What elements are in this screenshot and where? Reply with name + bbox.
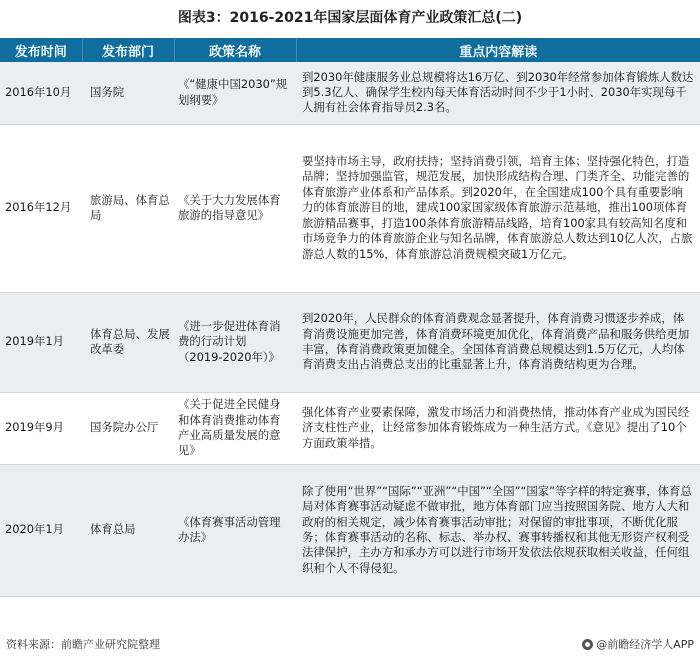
cell-time: 2019年1月 xyxy=(0,292,82,392)
cell-content: 要坚持市场主导，政府扶持；坚持消费引领，培育主体；坚持强化特色，打造品牌；坚持加强监管，规范发展，加快形成结构合理、门类齐全、功能完善的体育旅游产业体系和产品体系。到2020年，在全国建成100个具有重要影响力的体育旅游目的地，建成100家国家级体育旅游示范基地，推出100项体育旅游精品赛事，打造100条体育旅游精品线路，培育100家具有较高知名度和市场竞争力的体育旅游企业与知名品牌，体育旅游总人数达到10亿人次，占旅游总人数的15%，体育旅游总消费规模突破1万亿元。 xyxy=(296,124,700,292)
cell-content: 到2030年健康服务业总规模将达16万亿、到2030年经常参加体育锻炼人数达到5.3亿人、确保学生校内每天体育活动时间不少于1小时、2030年实现每千人拥有社会体育指导员2.3名。 xyxy=(296,62,700,124)
table-row xyxy=(0,392,700,464)
table-row xyxy=(0,62,700,124)
brand-logo-icon xyxy=(582,639,593,650)
cell-policy-name: 《关于促进全民健身和体育消费推动体育产业高质量发展的意见》 xyxy=(174,392,296,464)
cell-policy-name: 《进一步促进体育消费的行动计划（2019-2020年）》 xyxy=(174,292,296,392)
cell-policy-name: 《关于大力发展体育旅游的指导意见》 xyxy=(174,124,296,292)
cell-dept: 体育总局、发展改革委 xyxy=(82,292,174,392)
cell-policy-name: 《“健康中国2030”规划纲要》 xyxy=(174,62,296,124)
cell-dept: 旅游局、体育总局 xyxy=(82,124,174,292)
cell-policy-name: 《体育赛事活动管理办法》 xyxy=(174,464,296,596)
header-time: 发布时间 xyxy=(0,38,82,62)
header-content: 重点内容解读 xyxy=(296,38,700,62)
cell-time: 2019年9月 xyxy=(0,392,82,464)
cell-dept: 国务院办公厅 xyxy=(82,392,174,464)
brand-credit xyxy=(582,636,694,652)
table-header-row xyxy=(0,38,700,62)
cell-time: 2016年10月 xyxy=(0,62,82,124)
cell-dept: 体育总局 xyxy=(82,464,174,596)
footer xyxy=(0,628,700,658)
source-note: 资料来源：前瞻产业研究院整理 xyxy=(6,638,160,651)
cell-time: 2016年12月 xyxy=(0,124,82,292)
cell-dept: 国务院 xyxy=(82,62,174,124)
table-row xyxy=(0,292,700,392)
cell-time: 2020年1月 xyxy=(0,464,82,596)
policy-table xyxy=(0,38,700,597)
cell-content: 强化体育产业要素保障，激发市场活力和消费热情，推动体育产业成为国民经济支柱性产业，让经常参加体育锻炼成为一种生活方式。《意见》提出了10个方面政策举措。 xyxy=(296,392,700,464)
table-row xyxy=(0,124,700,292)
cell-content: 除了使用“世界”“国际”“亚洲”“中国”“全国”“国家”等字样的特定赛事，体育总局对体育赛事活动疑虑不做审批，地方体育部门应当按照国务院、地方人大和政府的相关规定，减少体育赛事活动审批；对保留的审批事项，不断优化服务；体育赛事活动的名称、标志、举办权、赛事转播权和其他无形资产权利受法律保护，主办方和承办方可以进行市场开发依法依规获取相关收益，任何组织和个人不得侵犯。 xyxy=(296,464,700,596)
table-row xyxy=(0,464,700,596)
table-title: 图表3：2016-2021年国家层面体育产业政策汇总(二) xyxy=(177,10,523,26)
header-dept: 发布部门 xyxy=(82,38,174,62)
brand-label: @前瞻经济学人APP xyxy=(596,638,694,651)
header-policy-name: 政策名称 xyxy=(174,38,296,62)
cell-content: 到2020年，人民群众的体育消费观念显著提升，体育消费习惯逐步养成，体育消费设施更加完善，体育消费环境更加优化，体育消费产品和服务供给更加丰富，体育消费政策更加健全。全国体育消费总规模达到1.5万亿元，人均体育消费支出占消费总支出的比重显著上升，体育消费结构更为合理。 xyxy=(296,292,700,392)
